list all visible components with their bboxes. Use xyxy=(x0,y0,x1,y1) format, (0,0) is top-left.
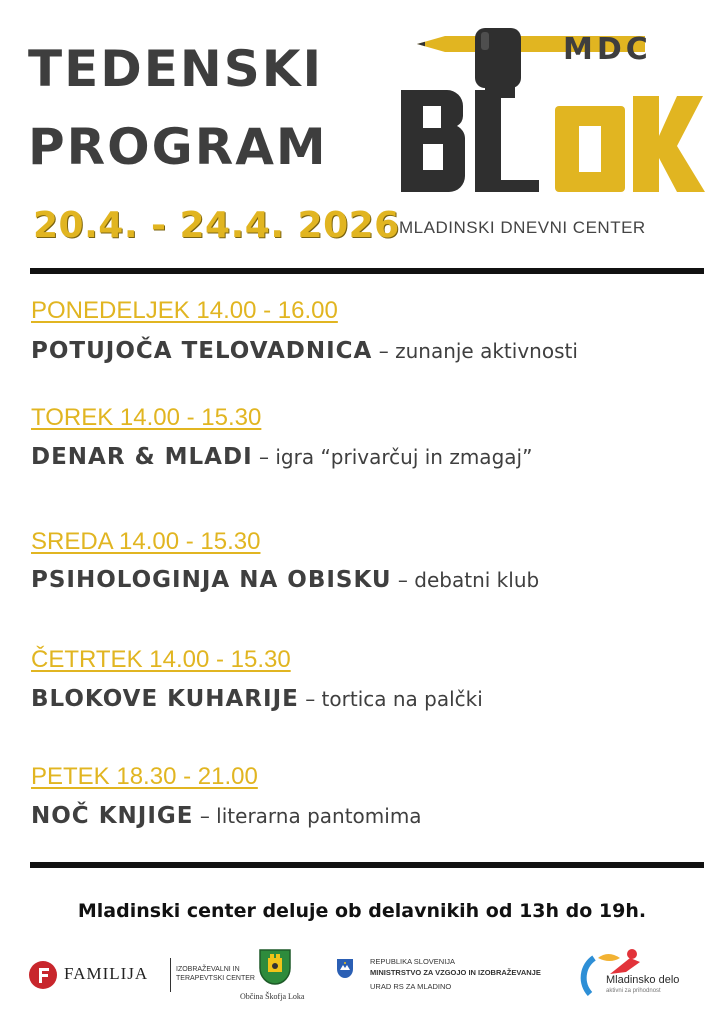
day-friday: PETEK 18.30 - 21.00 xyxy=(31,763,258,790)
bottom-divider xyxy=(30,862,704,868)
day-monday: PONEDELJEK 14.00 - 16.00 xyxy=(31,297,338,324)
obcina-label: Občina Škofja Loka xyxy=(240,992,305,1001)
top-divider xyxy=(30,268,704,274)
activity-tuesday xyxy=(31,444,532,470)
slovenia-emblem-icon xyxy=(336,958,354,980)
familija-logo xyxy=(28,958,255,998)
activity-title: BLOKOVE KUHARIJE xyxy=(31,686,299,712)
activity-title: PSIHOLOGINJA NA OBISKU xyxy=(31,567,392,593)
ministry-line-3: URAD RS ZA MLADINO xyxy=(370,982,452,991)
activity-wednesday xyxy=(31,567,539,593)
activity-detail: – tortica na palčki xyxy=(298,687,483,711)
activity-detail: – literarna pantomima xyxy=(193,804,422,828)
mladinsko-sub: aktivni za prihodnost xyxy=(606,988,661,994)
activity-friday xyxy=(31,803,422,829)
activity-title: POTUJOČA TELOVADNICA xyxy=(31,338,373,364)
brand-subtitle: MLADINSKI DNEVNI CENTER xyxy=(399,218,646,237)
activity-detail: – igra “privarčuj in zmagaj” xyxy=(252,445,533,469)
mladinsko-name: Mladinsko delo xyxy=(606,974,680,986)
ministry-line-1: REPUBLIKA SLOVENIJA xyxy=(370,957,456,966)
familija-name: FAMILIJA xyxy=(64,964,149,983)
mladinsko-delo-logo xyxy=(580,944,700,1004)
title-line-1: TEDENSKI xyxy=(28,40,324,98)
ministry-text xyxy=(370,956,541,992)
activity-title: NOČ KNJIGE xyxy=(31,803,194,829)
familija-f-icon xyxy=(28,960,58,990)
date-range: 20.4. - 24.4. 2026 xyxy=(33,205,400,246)
opening-hours-note: Mladinski center deluje ob delavnikih od 13h do 19h. xyxy=(77,900,647,922)
familija-sub-2: TERAPEVTSKI CENTER xyxy=(176,975,255,982)
day-thursday: ČETRTEK 14.00 - 15.30 xyxy=(31,646,291,673)
title-line-2: PROGRAM xyxy=(28,118,328,176)
ministry-logo xyxy=(336,954,566,1004)
coat-of-arms-icon xyxy=(258,948,292,986)
fist-pencil-icon xyxy=(395,22,705,212)
familija-sub-1: IZOBRAŽEVALNI IN xyxy=(176,966,240,973)
activity-monday xyxy=(31,338,578,364)
activity-thursday xyxy=(31,686,483,712)
activity-detail: – zunanje aktivnosti xyxy=(372,339,578,363)
activity-detail: – debatni klub xyxy=(391,568,540,592)
skofja-loka-logo xyxy=(238,948,328,1008)
ministry-line-2: MINISTRSTVO ZA VZGOJO IN IZOBRAŽEVANJE xyxy=(370,968,541,977)
familija-divider xyxy=(170,958,171,992)
day-tuesday: TOREK 14.00 - 15.30 xyxy=(31,404,262,431)
day-wednesday: SREDA 14.00 - 15.30 xyxy=(31,528,261,555)
brand-mdc: MDC xyxy=(563,32,652,67)
mdc-blok-logo xyxy=(395,22,705,252)
activity-title: DENAR & MLADI xyxy=(31,444,253,470)
